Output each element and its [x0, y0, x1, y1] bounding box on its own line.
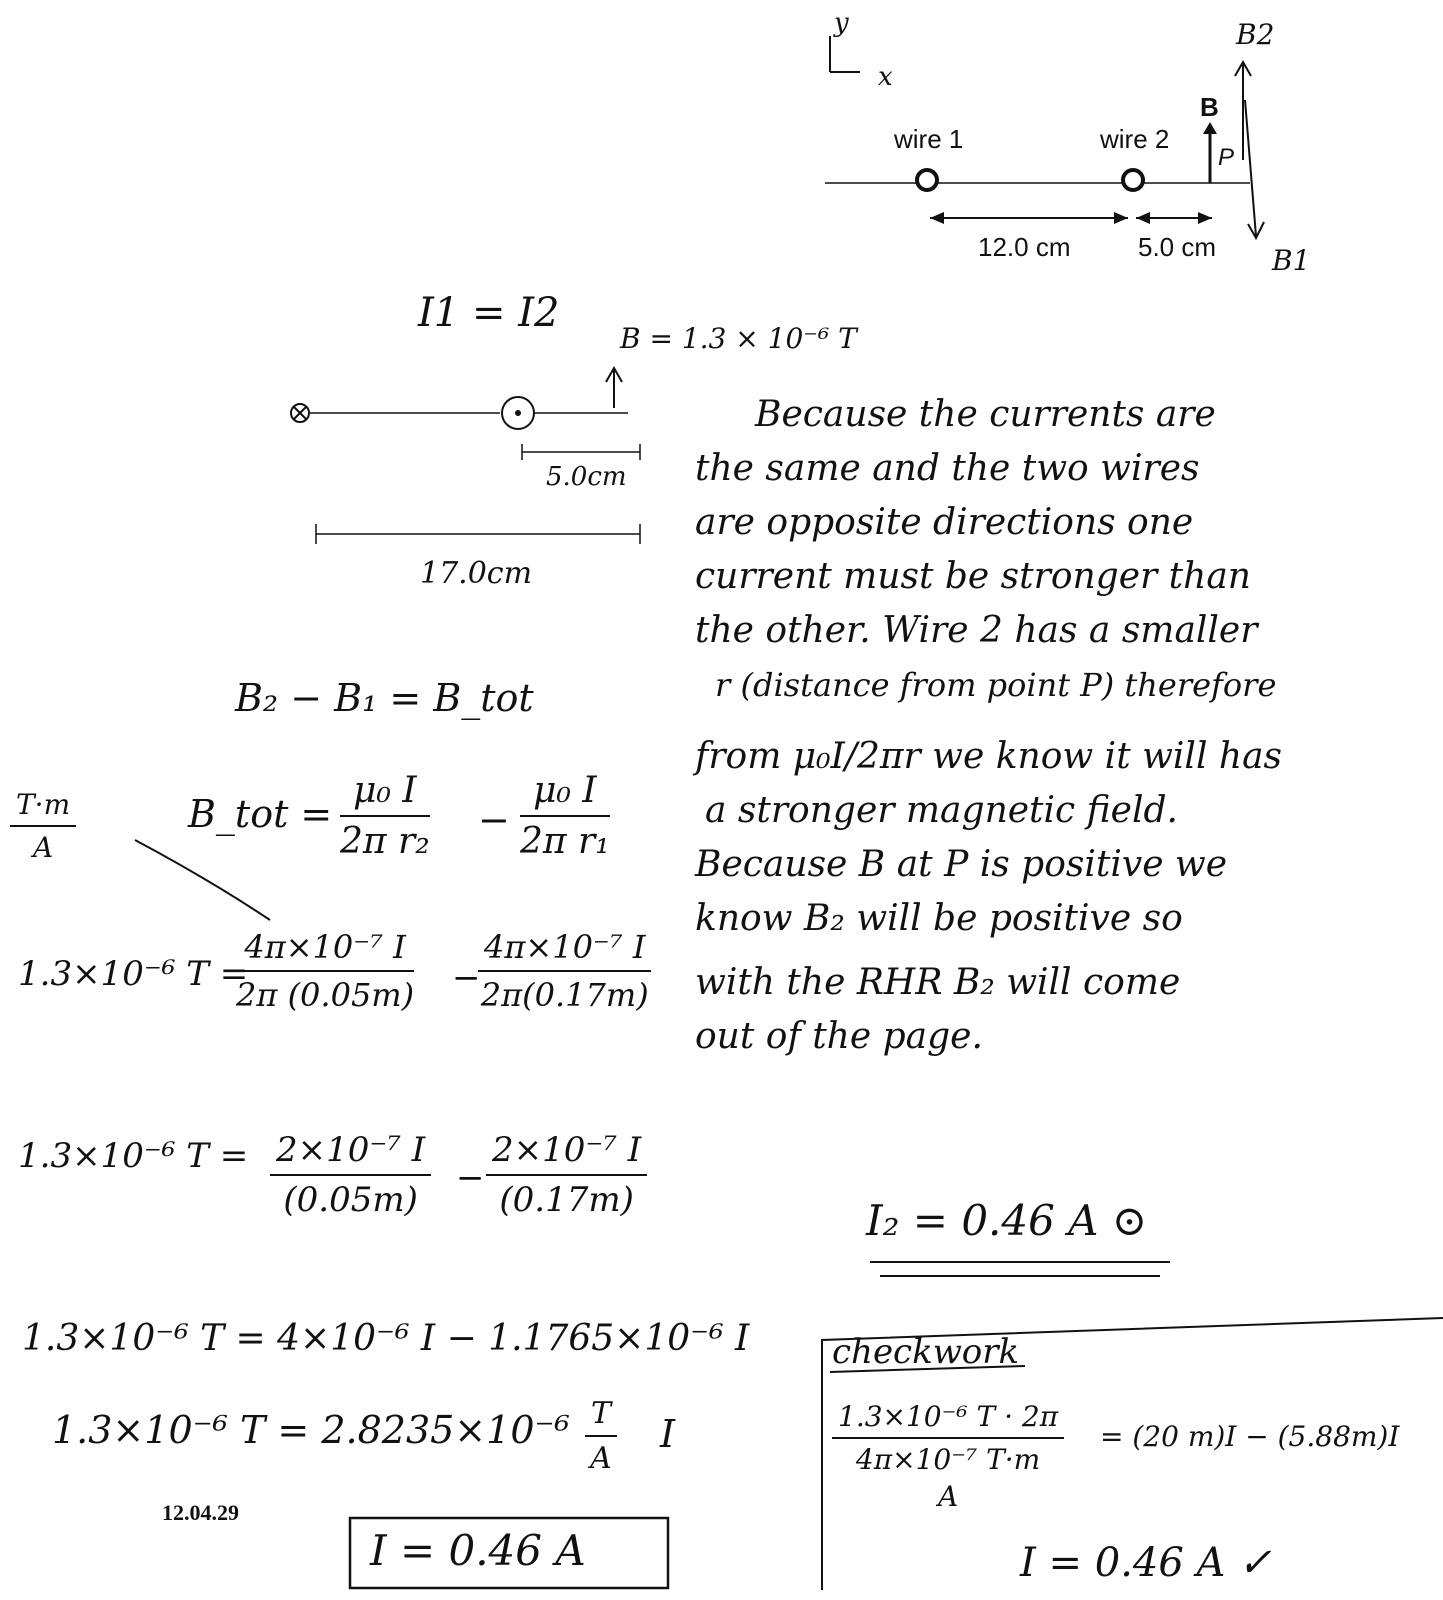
eq-s2-frac-1 — [270, 1130, 431, 1220]
explanation-line: Because the currents are — [755, 394, 1216, 435]
b2-label: B2 — [1236, 18, 1275, 51]
sketch-long-dist: 17.0cm — [420, 556, 533, 591]
units-num: T·m — [10, 788, 76, 827]
dist-5-arrow-right — [1198, 212, 1212, 224]
b-value: B = 1.3 × 10⁻⁶ T — [620, 322, 857, 355]
sketch-short-dist: 5.0cm — [546, 462, 627, 492]
eq-s2-minus: − — [456, 1158, 485, 1198]
explanation-line: Because B at P is positive we — [695, 844, 1228, 885]
dist-5-label: 5.0 cm — [1138, 232, 1217, 262]
problem-number: 12.04.29 — [162, 1500, 239, 1525]
b1-label: B1 — [1272, 244, 1311, 277]
currents-equal: I1 = I2 — [418, 290, 560, 336]
explanation-line: the other. Wire 2 has a smaller — [695, 610, 1258, 651]
dist-12-arrow-right — [1114, 212, 1128, 224]
check-fraction — [832, 1400, 1064, 1513]
check-den-unit: A — [937, 1480, 959, 1513]
eq-s2-frac-1-den: (0.05m) — [283, 1180, 418, 1220]
explanation-line: r (distance from point P) therefore — [715, 666, 1277, 704]
eq-sub-frac-2-den: 2π(0.17m) — [480, 976, 649, 1014]
eq-minus: − — [478, 798, 510, 842]
units-pointer — [135, 840, 270, 920]
final-answer: I = 0.46 A — [370, 1526, 586, 1575]
eq-frac-2-den: 2π r₁ — [520, 821, 610, 862]
dist-5-arrow-left — [1136, 212, 1150, 224]
units-den: A — [32, 831, 54, 864]
b-label: B — [1200, 92, 1219, 122]
eq-sum: B₂ − B₁ = B_tot — [235, 676, 534, 720]
explanation-line: a stronger magnetic field. — [705, 790, 1178, 831]
check-answer: I = 0.46 A ✓ — [1020, 1540, 1272, 1586]
eq-line-4-unit-den: A — [590, 1441, 612, 1476]
explanation-line: the same and the two wires — [695, 448, 1200, 489]
explanation-line: are opposite directions one — [695, 502, 1194, 543]
eq-s2-frac-2 — [486, 1130, 647, 1220]
axis-x-label: x — [878, 62, 893, 92]
eq-s2-lhs: 1.3×10⁻⁶ T = — [18, 1136, 249, 1176]
eq-line-4-unit-num: T — [585, 1396, 617, 1437]
eq-s2-frac-2-den: (0.17m) — [499, 1180, 634, 1220]
eq-s2-frac-2-num: 2×10⁻⁷ I — [486, 1130, 647, 1176]
check-num: 1.3×10⁻⁶ T · 2π — [832, 1400, 1064, 1439]
explanation-line: from μ₀I/2πr we know it will has — [695, 736, 1283, 777]
eq-s2-frac-1-num: 2×10⁻⁷ I — [270, 1130, 431, 1176]
eq-sub-frac-1-den: 2π (0.05m) — [236, 976, 415, 1014]
wire-2-marker — [1123, 170, 1143, 190]
check-den: 4π×10⁻⁷ T·m — [855, 1443, 1041, 1476]
eq-frac-1 — [340, 770, 430, 862]
units-fraction — [10, 788, 76, 864]
eq-line-4-lhs: 1.3×10⁻⁶ T = 2.8235×10⁻⁶ — [52, 1408, 570, 1452]
check-title: checkwork — [832, 1332, 1020, 1372]
eq-line-3: 1.3×10⁻⁶ T = 4×10⁻⁶ I − 1.1765×10⁻⁶ I — [22, 1318, 750, 1359]
explanation-paragraph — [695, 388, 1425, 1064]
eq-frac-2 — [520, 770, 610, 862]
eq-sub-frac-1 — [236, 928, 414, 1014]
wire-1-marker — [917, 170, 937, 190]
dist-12-arrow-left — [930, 212, 944, 224]
axis-y-label: y — [834, 8, 849, 38]
eq-sub-frac-1-num: 4π×10⁻⁷ I — [236, 928, 414, 972]
explanation-line: with the RHR B₂ will come — [695, 962, 1181, 1003]
eq-sub-frac-2 — [478, 928, 651, 1014]
dist-12-label: 12.0 cm — [978, 232, 1071, 262]
wire-1-label: wire 1 — [894, 124, 964, 154]
b-arrowhead — [1203, 122, 1217, 134]
eq-sub-frac-2-num: 4π×10⁻⁷ I — [478, 928, 651, 972]
sketch-dot — [515, 410, 521, 416]
eq-sub-minus: − — [452, 958, 481, 998]
eq-line-4-unit — [585, 1396, 617, 1476]
point-p-label: P — [1218, 144, 1235, 171]
eq-frac-2-num: μ₀ I — [520, 770, 610, 817]
explanation-line: current must be stronger than — [695, 556, 1251, 597]
explanation-line: out of the page. — [695, 1016, 983, 1057]
eq-frac-1-num: μ₀ I — [340, 770, 430, 817]
result-i2: I₂ = 0.46 A ⊙ — [866, 1196, 1148, 1245]
check-rhs: = (20 m)I − (5.88m)I — [1100, 1420, 1400, 1453]
eq-sub-lhs: 1.3×10⁻⁶ T = — [18, 954, 249, 994]
eq-line-4-var: I — [660, 1412, 676, 1456]
b1-arrow — [1245, 100, 1256, 236]
explanation-line: know B₂ will be positive so — [695, 898, 1183, 939]
eq-frac-1-den: 2π r₂ — [340, 821, 430, 862]
wire-2-label: wire 2 — [1100, 124, 1170, 154]
eq-btot-lhs: B_tot = — [188, 792, 333, 836]
